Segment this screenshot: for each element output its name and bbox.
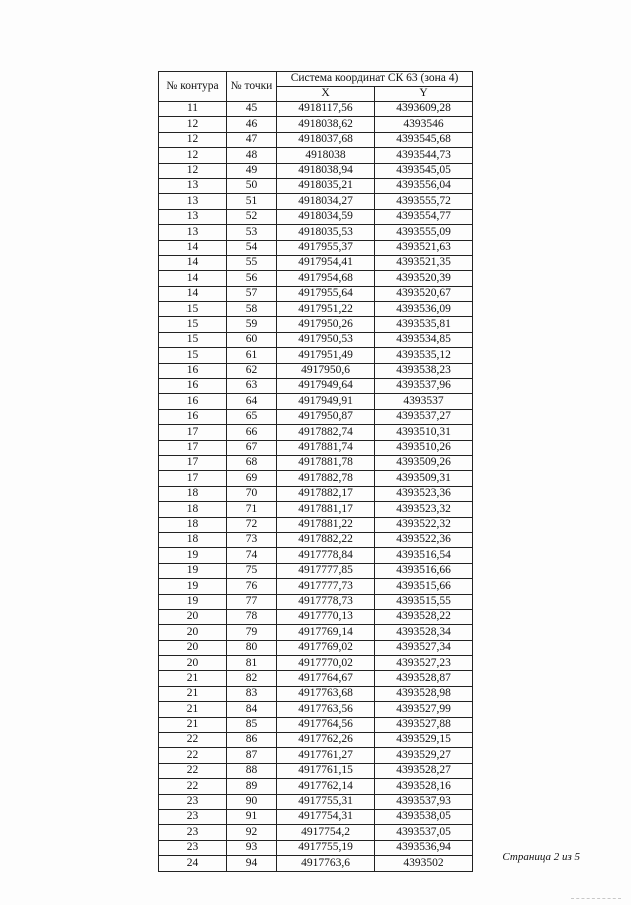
cell-point: 65: [227, 409, 277, 424]
cell-x: 4917950,87: [277, 409, 375, 424]
cell-x: 4917882,78: [277, 471, 375, 486]
cell-y: 4393537,93: [375, 794, 473, 809]
cell-contour: 12: [159, 132, 227, 147]
cell-y: 4393515,66: [375, 579, 473, 594]
cell-y: 4393509,26: [375, 455, 473, 470]
cell-x: 4917777,73: [277, 579, 375, 594]
cell-x: 4918038: [277, 148, 375, 163]
cell-point: 91: [227, 809, 277, 824]
cell-y: 4393535,12: [375, 348, 473, 363]
cell-contour: 17: [159, 425, 227, 440]
cell-contour: 17: [159, 455, 227, 470]
table-row: [159, 425, 473, 440]
cell-x: 4918035,53: [277, 225, 375, 240]
cell-contour: 23: [159, 840, 227, 855]
cell-y: 4393520,67: [375, 286, 473, 301]
table-row: [159, 809, 473, 824]
cell-y: 4393528,98: [375, 686, 473, 701]
cell-x: 4917754,31: [277, 809, 375, 824]
cell-contour: 20: [159, 640, 227, 655]
table-row: [159, 271, 473, 286]
cell-point: 77: [227, 594, 277, 609]
cell-y: 4393534,85: [375, 332, 473, 347]
cell-x: 4918038,62: [277, 117, 375, 132]
cell-x: 4917954,41: [277, 255, 375, 270]
cell-y: 4393502: [375, 856, 473, 871]
cell-x: 4917762,14: [277, 779, 375, 794]
table-row: [159, 856, 473, 871]
cell-x: 4917761,15: [277, 763, 375, 778]
cell-contour: 20: [159, 609, 227, 624]
cell-point: 57: [227, 286, 277, 301]
cell-contour: 22: [159, 748, 227, 763]
cell-y: 4393527,23: [375, 656, 473, 671]
cell-y: 4393528,16: [375, 779, 473, 794]
cell-y: 4393528,27: [375, 763, 473, 778]
cell-y: 4393515,55: [375, 594, 473, 609]
cell-y: 4393528,87: [375, 671, 473, 686]
cell-x: 4917882,74: [277, 425, 375, 440]
cell-x: 4917954,68: [277, 271, 375, 286]
cell-point: 85: [227, 717, 277, 732]
table-row: [159, 240, 473, 255]
cell-point: 46: [227, 117, 277, 132]
cell-contour: 21: [159, 717, 227, 732]
table-row: [159, 286, 473, 301]
cell-y: 4393609,28: [375, 102, 473, 117]
cell-y: 4393510,26: [375, 440, 473, 455]
cell-contour: 16: [159, 363, 227, 378]
page-number: Страница 2 из 5: [502, 851, 580, 863]
table-row: [159, 471, 473, 486]
cell-contour: 21: [159, 702, 227, 717]
cell-x: 4918035,21: [277, 178, 375, 193]
cell-x: 4918034,27: [277, 194, 375, 209]
cell-point: 79: [227, 625, 277, 640]
cell-contour: 23: [159, 794, 227, 809]
cell-contour: 15: [159, 348, 227, 363]
cell-y: 4393521,63: [375, 240, 473, 255]
cell-point: 67: [227, 440, 277, 455]
table-row: [159, 225, 473, 240]
table-row: [159, 178, 473, 193]
cell-point: 71: [227, 502, 277, 517]
cell-y: 4393516,54: [375, 548, 473, 563]
cell-x: 4917761,27: [277, 748, 375, 763]
cell-contour: 21: [159, 671, 227, 686]
cell-y: 4393538,23: [375, 363, 473, 378]
table-row: [159, 163, 473, 178]
table-row: [159, 532, 473, 547]
cell-x: 4917763,56: [277, 702, 375, 717]
cell-x: 4917763,68: [277, 686, 375, 701]
table-row: [159, 763, 473, 778]
cell-contour: 18: [159, 532, 227, 547]
cell-x: 4917764,67: [277, 671, 375, 686]
cell-contour: 22: [159, 763, 227, 778]
cell-x: 4917882,17: [277, 486, 375, 501]
cell-y: 4393521,35: [375, 255, 473, 270]
cell-contour: 18: [159, 486, 227, 501]
cell-point: 78: [227, 609, 277, 624]
cell-contour: 19: [159, 563, 227, 578]
cell-contour: 12: [159, 163, 227, 178]
cell-point: 49: [227, 163, 277, 178]
cell-point: 82: [227, 671, 277, 686]
cell-x: 4917951,22: [277, 302, 375, 317]
cell-contour: 16: [159, 394, 227, 409]
cell-x: 4917777,85: [277, 563, 375, 578]
cell-point: 83: [227, 686, 277, 701]
cell-x: 4918117,56: [277, 102, 375, 117]
cell-point: 56: [227, 271, 277, 286]
cell-point: 64: [227, 394, 277, 409]
table-row: [159, 702, 473, 717]
cell-x: 4917778,84: [277, 548, 375, 563]
cell-point: 61: [227, 348, 277, 363]
cell-y: 4393520,39: [375, 271, 473, 286]
cell-contour: 16: [159, 409, 227, 424]
cell-contour: 22: [159, 733, 227, 748]
table-row: [159, 379, 473, 394]
cell-x: 4917949,64: [277, 379, 375, 394]
cell-y: 4393536,09: [375, 302, 473, 317]
cell-point: 80: [227, 640, 277, 655]
cell-x: 4917762,26: [277, 733, 375, 748]
header-x: X: [277, 87, 375, 102]
table-row: [159, 656, 473, 671]
cell-y: 4393555,09: [375, 225, 473, 240]
table-row: [159, 548, 473, 563]
cell-point: 86: [227, 733, 277, 748]
table-row: [159, 486, 473, 501]
cell-x: 4917754,2: [277, 825, 375, 840]
cell-contour: 17: [159, 471, 227, 486]
cell-x: 4917755,31: [277, 794, 375, 809]
cell-point: 88: [227, 763, 277, 778]
table-row: [159, 440, 473, 455]
table-row: [159, 194, 473, 209]
cell-x: 4918038,94: [277, 163, 375, 178]
cell-contour: 18: [159, 517, 227, 532]
cell-point: 48: [227, 148, 277, 163]
table-row: [159, 517, 473, 532]
cell-contour: 14: [159, 240, 227, 255]
cell-x: 4917881,74: [277, 440, 375, 455]
cell-contour: 19: [159, 548, 227, 563]
cell-y: 4393516,66: [375, 563, 473, 578]
cell-point: 53: [227, 225, 277, 240]
cell-x: 4917770,13: [277, 609, 375, 624]
table-row: [159, 455, 473, 470]
cell-point: 47: [227, 132, 277, 147]
header-coordinate-system: Система координат СК 63 (зона 4): [277, 72, 473, 87]
cell-point: 70: [227, 486, 277, 501]
cell-contour: 13: [159, 194, 227, 209]
cell-point: 90: [227, 794, 277, 809]
cell-contour: 14: [159, 286, 227, 301]
cell-contour: 13: [159, 209, 227, 224]
cell-y: 4393529,27: [375, 748, 473, 763]
table-row: [159, 779, 473, 794]
cell-contour: 15: [159, 302, 227, 317]
cell-y: 4393545,05: [375, 163, 473, 178]
cell-contour: 22: [159, 779, 227, 794]
table-row: [159, 409, 473, 424]
cell-y: 4393546: [375, 117, 473, 132]
cell-point: 60: [227, 332, 277, 347]
table-header: [159, 72, 473, 102]
table-row: [159, 640, 473, 655]
table-row: [159, 579, 473, 594]
cell-contour: 13: [159, 225, 227, 240]
cell-contour: 23: [159, 809, 227, 824]
cell-point: 63: [227, 379, 277, 394]
cell-point: 51: [227, 194, 277, 209]
header-point-number: № точки: [227, 72, 277, 102]
table-row: [159, 502, 473, 517]
cell-y: 4393510,31: [375, 425, 473, 440]
cell-contour: 12: [159, 148, 227, 163]
cell-contour: 19: [159, 594, 227, 609]
table-row: [159, 302, 473, 317]
cell-x: 4917778,73: [277, 594, 375, 609]
cell-y: 4393544,73: [375, 148, 473, 163]
table-row: [159, 748, 473, 763]
cell-x: 4917881,22: [277, 517, 375, 532]
cell-contour: 17: [159, 440, 227, 455]
cell-y: 4393556,04: [375, 178, 473, 193]
cell-point: 84: [227, 702, 277, 717]
cell-contour: 24: [159, 856, 227, 871]
table-row: [159, 840, 473, 855]
cell-point: 50: [227, 178, 277, 193]
cell-x: 4917951,49: [277, 348, 375, 363]
table-row: [159, 733, 473, 748]
table-row: [159, 148, 473, 163]
cell-contour: 15: [159, 332, 227, 347]
cell-x: 4918037,68: [277, 132, 375, 147]
cell-point: 45: [227, 102, 277, 117]
cell-point: 76: [227, 579, 277, 594]
cell-y: 4393554,77: [375, 209, 473, 224]
cell-point: 93: [227, 840, 277, 855]
table-row: [159, 394, 473, 409]
cell-contour: 18: [159, 502, 227, 517]
cell-x: 4917949,91: [277, 394, 375, 409]
cell-point: 74: [227, 548, 277, 563]
cell-contour: 14: [159, 255, 227, 270]
cell-x: 4917950,26: [277, 317, 375, 332]
cell-y: 4393535,81: [375, 317, 473, 332]
cell-y: 4393537,96: [375, 379, 473, 394]
cell-contour: 13: [159, 178, 227, 193]
table-row: [159, 594, 473, 609]
cell-y: 4393523,36: [375, 486, 473, 501]
table-row: [159, 209, 473, 224]
cell-x: 4917950,53: [277, 332, 375, 347]
cell-x: 4917769,14: [277, 625, 375, 640]
cell-point: 52: [227, 209, 277, 224]
cell-y: 4393527,88: [375, 717, 473, 732]
cell-y: 4393555,72: [375, 194, 473, 209]
cell-point: 73: [227, 532, 277, 547]
cell-point: 62: [227, 363, 277, 378]
cell-y: 4393537,27: [375, 409, 473, 424]
table-row: [159, 671, 473, 686]
table-row: [159, 794, 473, 809]
table-row: [159, 255, 473, 270]
cell-x: 4917770,02: [277, 656, 375, 671]
table-row: [159, 132, 473, 147]
cell-point: 81: [227, 656, 277, 671]
cell-point: 59: [227, 317, 277, 332]
table-row: [159, 348, 473, 363]
cell-x: 4917955,64: [277, 286, 375, 301]
cell-y: 4393523,32: [375, 502, 473, 517]
cell-point: 68: [227, 455, 277, 470]
cell-point: 58: [227, 302, 277, 317]
cell-y: 4393509,31: [375, 471, 473, 486]
table-row: [159, 625, 473, 640]
cell-contour: 16: [159, 379, 227, 394]
cell-y: 4393522,36: [375, 532, 473, 547]
cell-x: 4917950,6: [277, 363, 375, 378]
coordinates-table: [158, 71, 473, 872]
cell-point: 69: [227, 471, 277, 486]
cell-point: 54: [227, 240, 277, 255]
cell-point: 55: [227, 255, 277, 270]
cell-y: 4393545,68: [375, 132, 473, 147]
cell-point: 89: [227, 779, 277, 794]
cell-y: 4393527,34: [375, 640, 473, 655]
cell-x: 4917755,19: [277, 840, 375, 855]
cell-contour: 19: [159, 579, 227, 594]
cell-x: 4917764,56: [277, 717, 375, 732]
cell-y: 4393528,34: [375, 625, 473, 640]
table-row: [159, 102, 473, 117]
table-row: [159, 717, 473, 732]
cell-point: 87: [227, 748, 277, 763]
table-row: [159, 332, 473, 347]
cell-point: 94: [227, 856, 277, 871]
table-row: [159, 317, 473, 332]
header-y: Y: [375, 87, 473, 102]
cell-point: 92: [227, 825, 277, 840]
cell-y: 4393536,94: [375, 840, 473, 855]
cell-contour: 14: [159, 271, 227, 286]
cell-x: 4918034,59: [277, 209, 375, 224]
cell-y: 4393537,05: [375, 825, 473, 840]
cell-x: 4917882,22: [277, 532, 375, 547]
table-row: [159, 363, 473, 378]
table-row: [159, 825, 473, 840]
cell-x: 4917881,17: [277, 502, 375, 517]
table-row: [159, 609, 473, 624]
table-body: [159, 102, 473, 872]
cell-y: 4393538,05: [375, 809, 473, 824]
cell-contour: 12: [159, 117, 227, 132]
cell-y: 4393527,99: [375, 702, 473, 717]
table-row: [159, 563, 473, 578]
cell-y: 4393522,32: [375, 517, 473, 532]
cell-y: 4393528,22: [375, 609, 473, 624]
cell-contour: 11: [159, 102, 227, 117]
cell-y: 4393537: [375, 394, 473, 409]
cell-x: 4917881,78: [277, 455, 375, 470]
cell-contour: 20: [159, 625, 227, 640]
cell-x: 4917763,6: [277, 856, 375, 871]
cell-contour: 23: [159, 825, 227, 840]
cell-contour: 20: [159, 656, 227, 671]
cell-contour: 21: [159, 686, 227, 701]
table-row: [159, 117, 473, 132]
cell-x: 4917955,37: [277, 240, 375, 255]
table-row: [159, 686, 473, 701]
cell-point: 75: [227, 563, 277, 578]
cell-contour: 15: [159, 317, 227, 332]
cell-point: 72: [227, 517, 277, 532]
cell-point: 66: [227, 425, 277, 440]
header-contour-number: № контура: [159, 72, 227, 102]
scan-edge-mark: [571, 898, 621, 899]
cell-x: 4917769,02: [277, 640, 375, 655]
cell-y: 4393529,15: [375, 733, 473, 748]
